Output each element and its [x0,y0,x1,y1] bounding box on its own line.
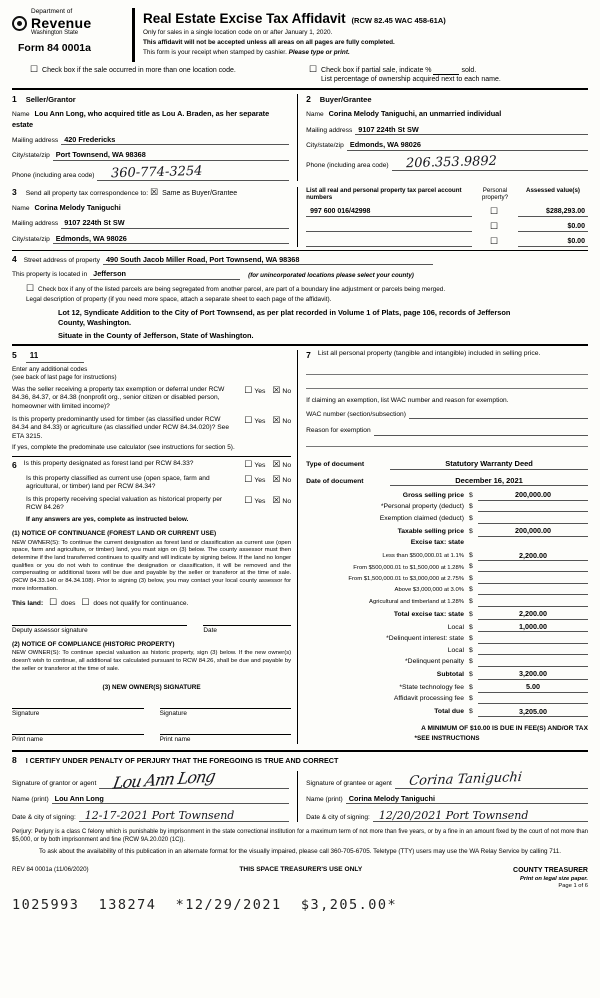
reason-for-exemption-line-2[interactable] [306,436,588,447]
county-treasurer-block [513,866,588,890]
logo-dept-of: Department of [31,8,73,15]
grantor-signature-handwritten: Lou Ann Long [111,766,217,793]
type-of-document-label: Type of document [306,460,365,468]
correspondence-name-label: Name [12,204,30,212]
answers-yes-note: If any answers are yes, complete as instructed below. [26,515,189,523]
this-land-label: This land: [12,600,44,608]
street-address-label: Street address of property [23,256,100,264]
tax-row [306,503,588,512]
tax-row-value[interactable]: 5.00 [478,682,588,692]
tax-row-label: Above $3,000,000 at 3.0% [394,587,464,594]
tax-row [306,563,588,572]
unincorporated-note: (for unincorporated locations please select your county) [248,271,414,279]
section-7-number: 7 [306,350,311,361]
notice-compliance-title: (2) NOTICE OF COMPLIANCE (HISTORIC PROPERTY) [12,641,175,649]
no-label: No [282,417,292,425]
ownership-percentage-note: List percentage of ownership acquired next to each name. [321,76,501,84]
dollar-sign: $ [468,563,473,571]
tax-row [306,622,588,632]
section6-q2-answer [239,475,291,492]
new-owners-signature-title: (3) NEW OWNER(S) SIGNATURE [102,683,201,691]
tax-computation-block [306,459,588,743]
tax-row-value[interactable] [478,647,588,656]
dollar-sign: $ [468,597,473,605]
signature-label: Signature [159,709,187,717]
page-footer [12,866,588,890]
dollar-sign: $ [468,586,473,594]
grantee-printname-label: Name (print) [306,795,343,803]
tax-row-label: Subtotal [436,670,464,678]
grantor-date-city-label: Date & city of signing: [12,813,76,821]
seller-mailing-label: Mailing address [12,136,59,144]
legal-description-text-1[interactable]: Lot 12, Syndicate Addition to the City of Port Townsend, as per plat recorded in Volume 1 of Plats, page 106, records of Jefferson County, Washington. [58,308,511,327]
tax-row [306,575,588,584]
buyer-name-label: Name [306,111,324,119]
section6-question-2: Is this property classified as current use (open space, farm and agricultural, or timber) land per RCW 84.34? [26,474,210,491]
tax-row [306,539,588,548]
section-5 [12,350,291,452]
dollar-sign: $ [468,657,473,665]
correspondence-label: Send all property tax correspondence to: [25,189,149,197]
middle-left-column [12,350,297,744]
exemption-claim-label: If claiming an exemption, list WAC number and reason for exemption. [306,397,509,405]
seller-phone-field[interactable] [97,163,289,182]
tax-row [306,586,588,595]
parcel-number-field[interactable] [306,238,472,247]
grantee-signature-label: Signature of grantee or agent [306,780,392,788]
correspondence-section [12,187,297,247]
checkbox-personal-property[interactable]: ☐ [489,235,499,246]
dollar-sign: $ [468,646,473,654]
does-not-qualify-label: does not qualify for continuance. [93,600,189,608]
dollar-sign: $ [468,670,473,678]
correspondence-city-value[interactable]: Edmonds, WA 98026 [53,234,289,244]
tax-row-label: Agricultural and timberland at 1.28% [369,598,464,605]
grantor-printname-value[interactable]: Lou Ann Long [52,794,289,804]
no-label: No [282,461,292,469]
tax-row-value[interactable]: 1,000.00 [478,622,588,632]
correspondence-city-label: City/state/zip [12,235,50,243]
additional-codes-note: (see back of last page for instructions) [12,373,117,381]
buyer-mailing-value[interactable]: 9107 224th St SW [355,125,588,135]
type-or-print-note: Please type or print. [288,48,350,56]
tax-row-value[interactable]: 200,000.00 [478,490,588,500]
tax-row-label: Local [447,646,464,654]
seller-buyer-row [12,94,588,181]
tax-row-label: Affidavit processing fee [393,695,464,703]
yes-label: Yes [254,461,266,469]
section6-q3-answer [239,496,291,513]
tax-row-value[interactable] [478,635,588,644]
tax-row-value[interactable] [478,504,588,513]
buyer-city-label: City/state/zip [306,142,344,150]
tax-row-label: *Delinquent interest: state [386,635,464,643]
checkbox-s5q2-yes[interactable]: ☐ [244,414,253,425]
section6-q1-answer [239,460,291,471]
located-in-label: This property is located in [12,271,88,279]
section-5-number: 5 [12,350,17,361]
buyer-mailing-label: Mailing address [306,126,353,134]
tax-row-label: Taxable selling price [397,527,464,535]
checkbox-s6q3-no[interactable]: ☒ [272,494,281,505]
grantor-signature-field[interactable] [99,766,289,793]
buyer-section [297,94,588,181]
section5-q1-answer [239,386,291,412]
deputy-assessor-signature-field[interactable] [12,625,187,635]
dollar-sign: $ [468,514,473,522]
section-8-number: 8 [12,755,17,766]
notice-continuance-title: (1) NOTICE OF CONTINUANCE (FOREST LAND OR CURRENT USE) [12,530,217,538]
signature-label: Signature [12,709,40,717]
tax-row-value[interactable]: 200,000.00 [478,526,588,536]
top-checkbox-row [12,65,588,84]
grantee-date-city-field[interactable] [373,809,588,822]
tax-row-value[interactable]: 2,200.00 [478,609,588,619]
certification-section [12,750,588,822]
tax-row [306,609,588,619]
tax-row-value[interactable] [478,515,588,524]
tax-row-value[interactable] [478,696,588,705]
buyer-city-value[interactable]: Edmonds, WA 98026 [347,140,588,150]
parcel-number-field[interactable]: 997 600 016/42998 [306,207,472,217]
tax-row-value[interactable] [478,564,588,573]
new-owner-printname-field-2[interactable] [160,734,292,744]
logo-washington-state: Washington State [31,30,79,37]
tax-row-label: From $500,000.01 to $1,500,000 at 1.28% [353,564,464,571]
seller-phone-label: Phone (including area code) [12,172,95,180]
checkbox-same-as-buyer[interactable]: ☒ [150,186,159,197]
tax-row-label: Less than $500,000.01 at 1.1% [382,553,464,560]
tax-row [306,647,588,656]
wac-number-field[interactable] [409,411,588,419]
legal-description-text-2[interactable]: Situate in the County of Jefferson, State of Washington. [58,330,254,340]
seller-name-label: Name [12,111,30,119]
divider [12,250,588,251]
correspondence-mailing-value[interactable]: 9107 224th St SW [61,218,289,228]
tax-row-label: *Personal property (deduct) [380,503,464,511]
buyer-name-value[interactable]: Corina Melody Taniguchi, an unmarried individual [328,109,502,119]
section6-question-1: Is this property designated as forest land per RCW 84.33? [23,459,194,467]
partial-sale-percent-field[interactable] [433,68,459,75]
dollar-sign: $ [468,491,473,499]
seller-city-label: City/state/zip [12,152,50,160]
legal-description-label: Legal description of property (if you need more space, attach a separate sheet to each page of the affidavit). [26,295,332,303]
new-owner-signature-field-2[interactable] [160,708,292,718]
divider [12,456,291,457]
parcel-row [306,222,588,232]
deputy-assessor-row [12,625,291,635]
section-3-number: 3 [12,186,17,197]
legal-size-note: Print on legal size paper. [520,875,588,882]
tax-row [306,526,588,536]
grantee-date-city-handwritten: 12/20/2021 Port Townsend [378,808,529,822]
tax-row [306,490,588,500]
perjury-clause: Perjury: Perjury is a class C felony which is punishable by imprisonment in the state correctional institution for a maximum term of not more than five years, or by a fine in an amount fixed by the court of not more than $5,000, or by both imprisonment and fine (RCW 9A.20.020 (1C)). [12,829,588,844]
tax-row-label: Total due [434,708,464,716]
checkbox-partial-sale[interactable]: ☐ [309,64,318,74]
dollar-sign: $ [468,527,473,535]
grantor-printname-label: Name (print) [12,795,49,803]
seller-mailing-value[interactable]: 420 Fredericks [61,135,289,145]
form-number: Form 84 0001a [18,42,91,55]
tax-row [306,635,588,644]
yes-label: Yes [254,497,266,505]
buyer-phone-label: Phone (including area code) [306,162,389,170]
checkbox-s5q1-yes[interactable]: ☐ [244,384,253,395]
no-label: No [282,497,292,505]
grantor-date-city-field[interactable] [79,809,289,822]
personal-property-cell [472,207,518,217]
dollar-sign: $ [468,610,473,618]
assessed-value-field[interactable]: $0.00 [518,222,588,232]
does-label: does [61,600,76,608]
seller-phone-handwritten: 360-774-3254 [111,163,204,182]
tax-row-label: Local [447,623,464,631]
section-2-title: Buyer/Grantee [319,95,372,105]
seller-section [12,94,297,181]
section-7 [306,350,588,447]
wac-number-label: WAC number (section/subsection) [306,410,406,418]
checkbox-s6q2-yes[interactable]: ☐ [244,473,253,484]
tax-row [306,669,588,679]
parcel-rows [306,207,588,247]
deputy-assessor-signature-label: Deputy assessor signature [12,626,88,634]
correspondence-name-value[interactable]: Corina Melody Taniguchi [34,202,121,212]
new-owner-signature-field-1[interactable] [12,708,144,718]
parcel-table-header [306,187,588,202]
buyer-phone-field[interactable] [392,153,588,172]
no-label: No [282,476,292,484]
middle-columns [12,350,588,744]
grantee-signature-handwritten: Corina Taniguchi [408,769,523,789]
section-6-number: 6 [12,459,17,470]
additional-codes-label: Enter any additional codes [12,365,88,373]
tax-row-label: Total excise tax: state [393,610,464,618]
notice-continuance-body: NEW OWNER(S): To continue the current designation as forest land or classification as current use (open space, farm and agriculture, or timber) land, you must sign on (3) below. The county assessor must then determine if the land transferred continues to qualify and will indicate by signing below. If the land no longer qualifies or you do not wish to continue the designation or classification, it will be removed and the compensating or additional taxes will be due and payable by the seller or transferor at the time of sale. (RCW 84.33.140 or 84.34.108). Prior to signing (3) below, you may contact your local county assessor for more information. [12,539,292,592]
tax-row-value[interactable] [478,587,588,596]
accessibility-note: To ask about the availability of this publication in an alternate format for the visually impaired, please call 360-705-6705. Teletype (TTY) users may use the WA Relay Service by calling 711. [38,848,562,856]
grantee-signature-field[interactable] [395,769,588,789]
checkbox-personal-property[interactable]: ☐ [489,220,499,231]
tax-row-value[interactable]: 3,205.00 [478,707,588,717]
header-note-2: This affidavit will not be accepted unless all areas on all pages are fully completed. [143,38,395,46]
partial-sale-label: Check box if partial sale, indicate % [321,67,432,74]
tax-row-label: *Delinquent penalty [405,657,464,665]
page-title: Real Estate Excise Tax Affidavit [143,11,346,26]
tax-row-label: Exemption claimed (deduct) [379,514,464,522]
date-of-document-value[interactable]: December 16, 2021 [390,476,588,487]
tax-row [306,598,588,607]
located-in-value[interactable]: Jefferson [90,269,240,279]
section-4-number: 4 [12,254,17,265]
grantor-date-city-handwritten: 12-17-2021 Port Townsend [84,808,235,822]
checkbox-s6q3-yes[interactable]: ☐ [244,494,253,505]
logo-revenue: Revenue [31,15,92,32]
street-address-value[interactable]: 490 South Jacob Miller Road, Port Townsend, WA 98368 [103,255,433,265]
buyer-phone-handwritten: 206.353.9892 [405,153,497,172]
yes-label: Yes [254,417,266,425]
dollar-sign: $ [468,695,473,703]
dollar-sign: $ [468,623,473,631]
tax-row-label: *State technology fee [399,683,464,691]
tax-row [306,682,588,692]
header-note-3: This form is your receipt when stamped by cashier. Please type or print. [143,48,350,56]
grantee-date-city-label: Date & city of signing: [306,813,370,821]
dollar-sign: $ [468,552,473,560]
tax-row-value[interactable] [478,575,588,584]
section-6 [12,460,291,745]
dollar-sign: $ [468,574,473,582]
parcel-numbers-column-header: List all real and personal property tax parcel account numbers [306,186,462,202]
checkbox-s5q1-no[interactable]: ☒ [272,384,281,395]
certification-statement: I CERTIFY UNDER PENALTY OF PERJURY THAT THE FOREGOING IS TRUE AND CORRECT [25,756,339,766]
county-treasurer-label: COUNTY TREASURER [513,867,588,875]
dollar-sign: $ [468,503,473,511]
same-as-buyer-label: Same as Buyer/Grantee [162,189,238,197]
notice-compliance-body: NEW OWNER(S): To continue special valuation as historic property, sign (3) below. If the new owner(s) doesn't wish to continue, all additional tax calculated pursuant to RCW 84.26, shall be due and payable by the seller or transferor at the time of sale. [12,650,292,672]
date-of-document-label: Date of document [306,477,364,485]
predominate-use-note: If yes, complete the predominate use calculator (see instructions for section 5). [12,444,235,452]
title-block [143,8,588,57]
print-name-label: Print name [159,736,191,744]
middle-right-column [297,350,588,744]
section-1-number: 1 [12,94,17,105]
checkbox-s5q2-no[interactable]: ☒ [272,414,281,425]
section6-question-3: Is this property receiving special valuation as historical property per RCW 84.26? [26,495,223,512]
see-instructions-note: *SEE INSTRUCTIONS [414,734,480,742]
reason-for-exemption-field[interactable] [374,428,588,436]
partial-sale-suffix: sold. [461,67,477,74]
dollar-sign: $ [468,683,473,691]
header-divider-bar [132,8,135,62]
tax-row [306,695,588,704]
parcel-table [297,187,588,247]
correspondence-mailing-label: Mailing address [12,220,59,228]
tax-row-value[interactable] [478,539,588,548]
checkbox-multiple-location-code[interactable]: ☐ [30,64,39,74]
print-name-label: Print name [12,736,43,744]
tax-row [306,658,588,667]
parcel-number-field[interactable] [306,223,472,232]
tax-row [306,551,588,561]
deputy-assessor-date-label: Date [203,626,217,634]
no-label: No [282,387,292,395]
tax-row-value[interactable] [478,598,588,607]
checkbox-s6q1-yes[interactable]: ☐ [244,458,253,469]
deputy-assessor-date-field[interactable] [203,625,291,635]
checkbox-segregated-parcels[interactable]: ☐ [26,282,35,293]
tax-row-value[interactable]: 2,200.00 [478,551,588,561]
checkbox-s6q2-no[interactable]: ☒ [272,473,281,484]
page-number: Page 1 of 6 [558,883,588,890]
checkbox-does-not-qualify[interactable]: ☐ [81,597,90,608]
assessed-value-field[interactable]: $0.00 [518,237,588,247]
parcel-row [306,237,588,247]
personal-property-column-header: Personal property? [481,186,509,202]
type-of-document-value[interactable]: Statutory Warranty Deed [390,459,588,470]
divider [12,88,588,90]
checkbox-does-qualify[interactable]: ☐ [49,597,58,608]
seller-name-value[interactable]: Lou Ann Long, who acquired title as Lou A. Braden, as her separate estate [12,109,270,129]
header-note-1: Only for sales in a single location code on or after January 1, 2020. [143,29,333,37]
minimum-due-note: A MINIMUM OF $10.00 IS DUE IN FEE(S) AND/OR TAX [421,725,588,733]
property-section [12,254,588,340]
section5-question-2: Is this property predominantly used for timber (as classified under RCW 84.34 and 84.33) or agriculture (as classified under RCW 84.34.020)? See ETA 3215. [12,415,229,440]
grantor-signature-block [12,766,297,822]
checkbox-s6q1-no[interactable]: ☒ [272,458,281,469]
tax-row [306,515,588,524]
location-code-field[interactable]: 11 [26,351,84,362]
personal-property-cell [472,237,518,247]
form-header [12,8,588,62]
tax-row-label: Excise tax: state [410,539,464,547]
assessed-value-field[interactable]: $288,293.00 [518,207,588,217]
dollar-sign: $ [468,635,473,643]
personal-property-cell [472,222,518,232]
new-owner-printname-row [12,734,291,744]
segregated-parcels-label: Check box if any of the listed parcels are being segregated from another parcel, are part of a boundary line adjustment or parcels being merged. [38,285,446,293]
dollar-sign: $ [468,708,473,716]
treasurer-space-label: THIS SPACE TREASURER'S USE ONLY [239,866,363,874]
yes-label: Yes [254,387,266,395]
section-2-number: 2 [306,94,311,105]
rev-number: REV 84 0001a (11/06/2020) [12,866,89,874]
personal-property-list-line-2[interactable] [306,375,588,389]
section-1-title: Seller/Grantor [25,95,76,105]
treasurer-receipt-stamp: 1025993 138274 *12/29/2021 $3,205.00* [12,896,398,913]
correspondence-parcel-row [12,187,588,247]
tax-row [306,707,588,717]
section5-question-1: Was the seller receiving a property tax exemption or deferral under RCW 84.36, 84.37, or 84.38 (nonprofit org., senior citizen or disabled person, homeowner with limited income)? [12,385,225,411]
excise-tax-table [306,490,588,717]
tax-row-label: From $1,500,000.01 to $3,000,000 at 2.75% [348,576,464,583]
seller-city-value[interactable]: Port Townsend, WA 98368 [53,150,289,160]
title-rcw-reference: (RCW 82.45 WAC 458-61A) [351,16,446,25]
tax-row-value[interactable] [478,658,588,667]
grantor-signature-label: Signature of grantor or agent [12,780,97,788]
revenue-logo-icon [12,16,27,31]
reason-for-exemption-label: Reason for exemption [306,427,371,435]
tax-row-value[interactable]: 3,200.00 [478,669,588,679]
personal-property-list-label: List all personal property (tangible and intangible) included in selling price. [317,350,541,358]
divider [12,344,588,346]
personal-property-list-line-1[interactable] [306,361,588,375]
grantee-signature-block [297,771,588,822]
yes-label: Yes [254,476,266,484]
dor-logo-block [12,8,130,56]
parcel-row [306,207,588,217]
grantee-printname-value[interactable]: Corina Melody Taniguchi [346,794,588,804]
new-owner-signature-row [12,708,291,718]
tax-row-label: Gross selling price [402,491,464,499]
new-owner-printname-field-1[interactable] [12,734,144,744]
multiple-location-label: Check box if the sale occurred in more than one location code. [42,67,236,74]
assessed-value-column-header: Assessed value(s) [525,186,580,194]
section5-q2-answer [239,416,291,442]
checkbox-personal-property[interactable]: ☐ [489,205,499,216]
